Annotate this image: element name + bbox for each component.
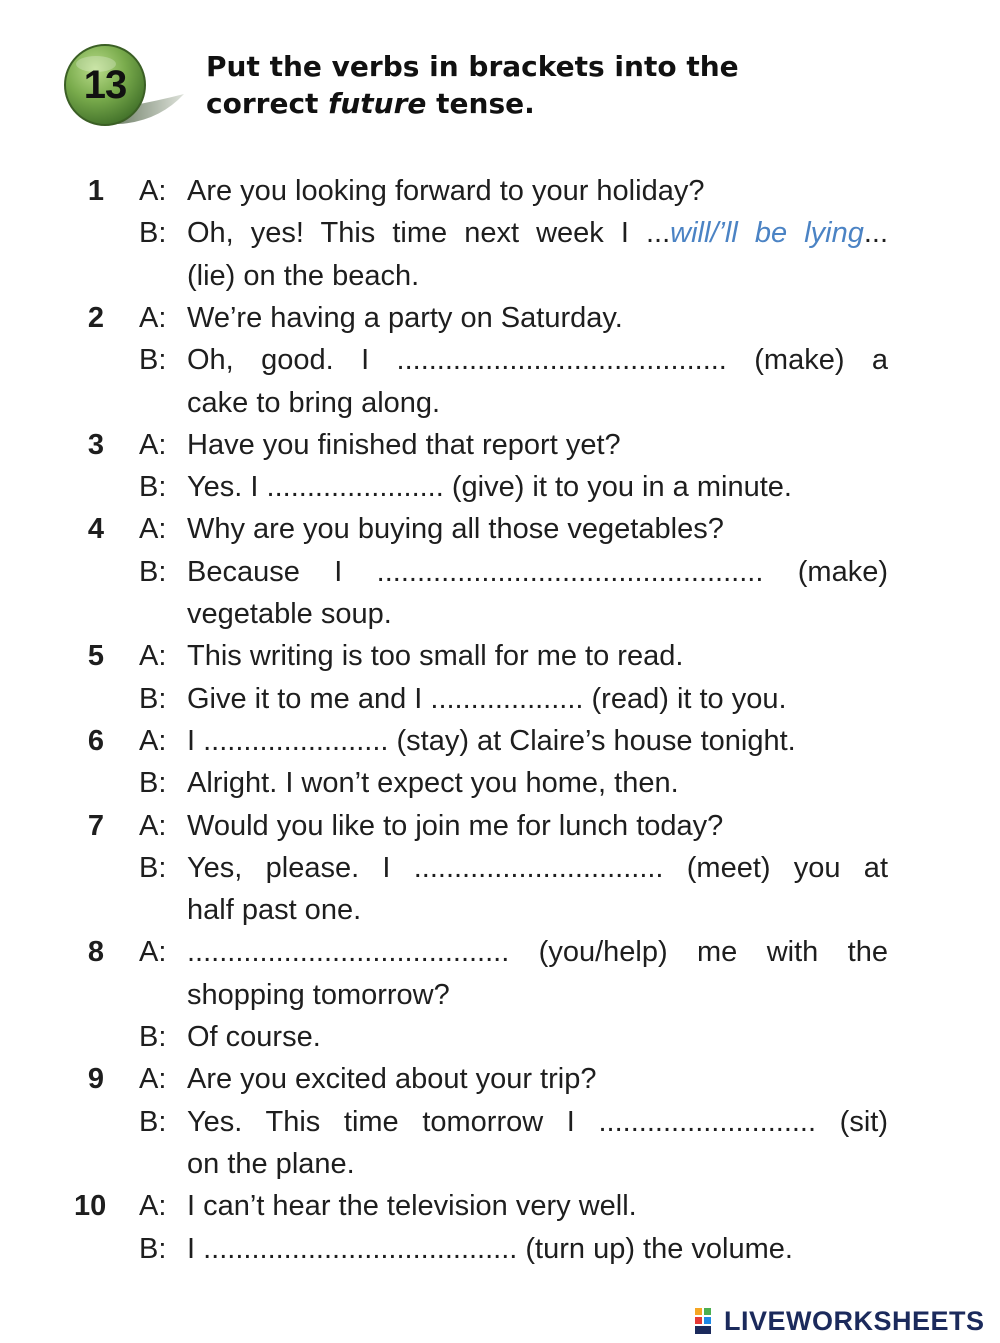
speaker-b-label: B: [139, 344, 167, 377]
speaker-b-text [187, 212, 888, 254]
item-number: 3 [87, 428, 104, 461]
line-b [0, 762, 1000, 804]
line-a [0, 635, 1000, 677]
speaker-a-label: A: [139, 175, 167, 207]
speaker-b-text-continued: cake to bring along. [187, 386, 441, 419]
speaker-a-label: A: [139, 513, 167, 546]
speaker-b-text: Yes, please. I ............................... (meet) you at [187, 851, 888, 884]
speaker-b-label: B: [139, 471, 167, 504]
line-a [0, 720, 1000, 762]
speaker-b-label: B: [139, 1232, 167, 1265]
speaker-b-text-continued: half past one. [187, 894, 362, 927]
line-a [0, 1185, 1000, 1227]
speaker-b-text: I ....................................... (turn up) the volume. [187, 1232, 793, 1265]
line-b [0, 1016, 1000, 1058]
speaker-b-label: B: [139, 555, 167, 588]
instruction-line2-pre: correct [206, 87, 329, 120]
speaker-a-text-continued: shopping tomorrow? [187, 978, 450, 1011]
line-b [0, 551, 1000, 593]
speaker-a-text: Are you looking forward to your holiday? [187, 175, 705, 207]
item-number: 2 [87, 301, 104, 334]
line-b [0, 678, 1000, 720]
speaker-a-label: A: [139, 301, 167, 334]
speaker-a-label: A: [139, 809, 167, 842]
speaker-a-label: A: [139, 1190, 167, 1223]
speaker-b-text: Oh, good. I ......................................... (make) a [187, 344, 888, 377]
item-number: 10 [74, 1190, 107, 1223]
line-a [0, 297, 1000, 339]
item-number: 9 [87, 1063, 104, 1096]
brand-name: LIVEWORKSHEETS [724, 1305, 985, 1336]
line-b-continued [0, 889, 1000, 931]
instruction-line2-post: tense. [426, 87, 535, 120]
speaker-a-text: Have you finished that report yet? [187, 428, 621, 461]
line-b-continued [0, 255, 1000, 297]
line-b [0, 1228, 1000, 1270]
speaker-a-label: A: [139, 640, 167, 673]
line-b [0, 212, 1000, 254]
speaker-b-label: B: [139, 767, 167, 800]
item-number: 7 [87, 809, 104, 842]
line-a [0, 931, 1000, 973]
line-a [0, 508, 1000, 550]
speaker-b-text-continued: on the plane. [187, 1147, 355, 1180]
speaker-a-text: I can’t hear the television very well. [187, 1190, 637, 1223]
liveworksheets-logo-icon [694, 1306, 720, 1336]
speaker-b-text: Give it to me and I ................... (read) it to you. [187, 682, 787, 715]
example-answer: will/’ll be lying [670, 217, 864, 250]
speaker-a-text: ........................................ (you/help) me with the [187, 936, 888, 969]
item-number: 6 [87, 724, 104, 757]
line-b [0, 466, 1000, 508]
item-number: 5 [87, 640, 104, 673]
line-b-continued [0, 1143, 1000, 1185]
line-b [0, 1101, 1000, 1143]
speaker-a-text: We’re having a party on Saturday. [187, 301, 623, 334]
speaker-b-text: Of course. [187, 1021, 321, 1053]
instruction-line1: Put the verbs in brackets into the [206, 50, 739, 83]
speaker-a-label: A: [139, 1063, 167, 1096]
speaker-a-label: A: [139, 724, 167, 757]
line-a [0, 805, 1000, 847]
line-a [0, 170, 1000, 212]
speaker-a-text: Would you like to join me for lunch today? [187, 809, 724, 842]
line-a-continued [0, 974, 1000, 1016]
speaker-a-label: A: [139, 428, 167, 461]
speaker-b-text: Yes. This time tomorrow I ........................... (sit) [187, 1105, 888, 1138]
speaker-b-label: B: [139, 217, 167, 250]
liveworksheets-logo [694, 1304, 985, 1338]
line-b-continued [0, 593, 1000, 635]
item-number: 4 [87, 513, 104, 546]
speaker-b-text: Alright. I won’t expect you home, then. [187, 767, 679, 800]
speaker-a-text: This writing is too small for me to read. [187, 640, 684, 673]
instruction-emphasis: future [328, 87, 427, 120]
speaker-a-text: Why are you buying all those vegetables? [187, 513, 724, 546]
line-b [0, 847, 1000, 889]
speaker-b-text-continued: vegetable soup. [187, 598, 392, 630]
speaker-a-label: A: [139, 936, 167, 969]
line-a [0, 1058, 1000, 1100]
exercise-number: 13 [83, 62, 127, 107]
line-b-continued [0, 382, 1000, 424]
speaker-b-text: Yes. I ...................... (give) it to you in a minute. [187, 471, 792, 504]
speaker-b-text-continued: (lie) on the beach. [187, 259, 420, 292]
speaker-b-label: B: [139, 1105, 167, 1138]
speaker-b-label: B: [139, 1021, 167, 1053]
speaker-b-text-before: Oh, yes! This time next week I ... [187, 217, 671, 250]
item-number: 1 [87, 175, 104, 207]
line-b [0, 339, 1000, 381]
speaker-b-label: B: [139, 851, 167, 884]
item-number: 8 [87, 936, 104, 969]
speaker-a-text: I ....................... (stay) at Claire’s house tonight. [187, 724, 796, 757]
speaker-b-label: B: [139, 682, 167, 715]
speaker-b-text-after: ... [863, 217, 889, 250]
line-a [0, 424, 1000, 466]
speaker-b-text: Because I ................................................ (make) [187, 555, 888, 588]
speaker-a-text: Are you excited about your trip? [187, 1063, 597, 1096]
